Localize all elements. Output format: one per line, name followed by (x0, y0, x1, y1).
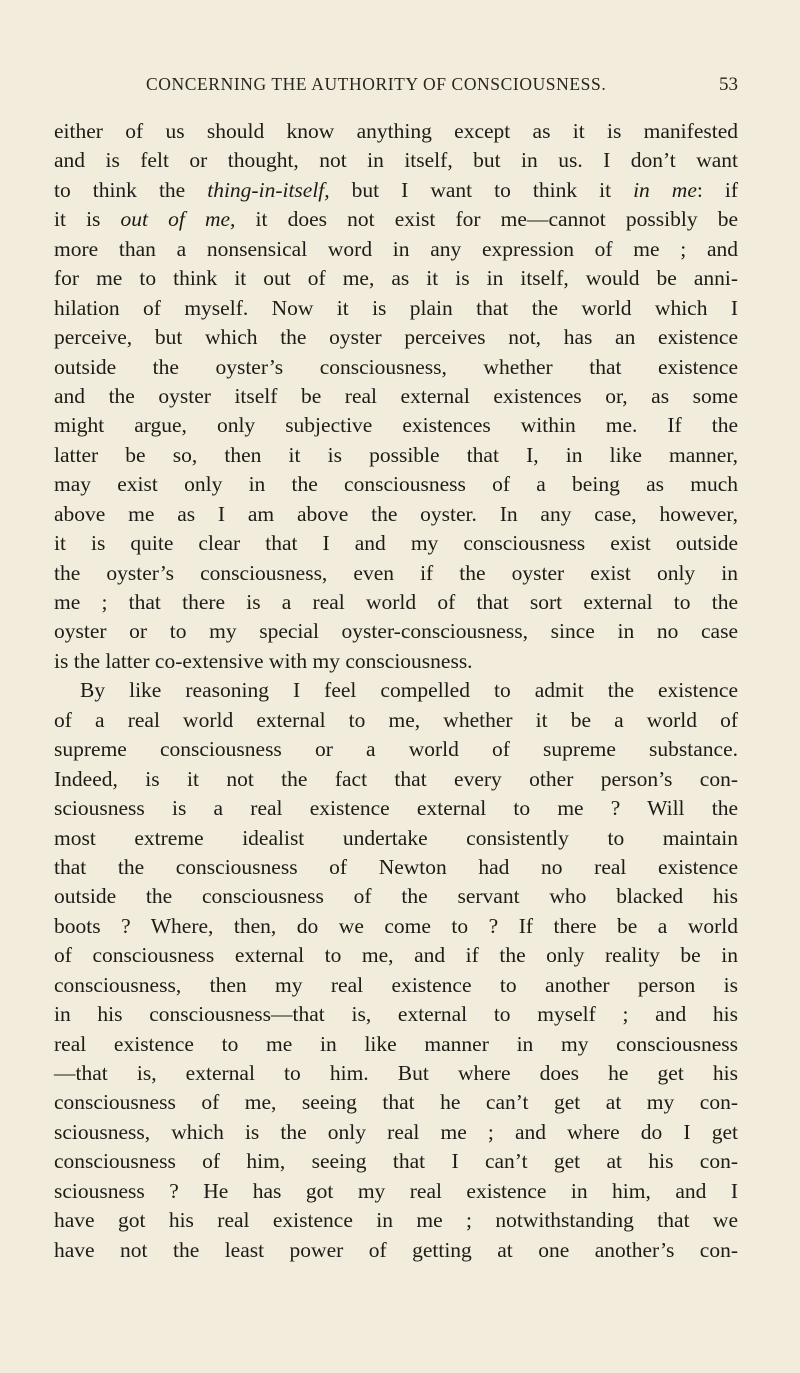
text-line (54, 676, 738, 705)
text-run: for me to think it out of me, as it is in itself, would be anni- (54, 266, 738, 291)
text-run: may exist only in the consciousness of a being as much (54, 472, 738, 497)
body-text (54, 117, 738, 1265)
text-line (54, 353, 738, 382)
text-run: sciousness is a real existence external to me ? Will the (54, 796, 738, 821)
text-run: outside the consciousness of the servant who blacked his (54, 884, 738, 909)
text-line (54, 1088, 738, 1117)
text-line (54, 411, 738, 440)
text-line (54, 824, 738, 853)
text-run: consciousness of him, seeing that I can’t get at his con- (54, 1149, 738, 1174)
text-line (54, 235, 738, 264)
text-run: consciousness of me, seeing that he can’t get at my con- (54, 1090, 738, 1115)
text-line (54, 264, 738, 293)
text-line (54, 1236, 738, 1265)
text-line (54, 1206, 738, 1235)
text-run: sciousness, which is the only real me ; and where do I get (54, 1119, 738, 1144)
text-line (54, 294, 738, 323)
text-line (54, 882, 738, 911)
text-run: of consciousness external to me, and if the only reality be in (54, 943, 738, 968)
text-line (54, 971, 738, 1000)
text-run: have got his real existence in me ; notwithstanding that we (54, 1208, 738, 1233)
text-line (54, 1030, 738, 1059)
italic-text: in me (633, 177, 697, 202)
text-run: but I want to think it (329, 177, 634, 202)
text-line (54, 1000, 738, 1029)
text-run: By like reasoning I feel compelled to admit the existence (80, 678, 738, 703)
text-line (54, 941, 738, 970)
text-run: in his consciousness—that is, external to myself ; and his (54, 1002, 738, 1027)
text-line (54, 794, 738, 823)
italic-text: out of me, (120, 207, 236, 232)
text-line (54, 382, 738, 411)
text-run: me ; that there is a real world of that sort external to the (54, 590, 738, 614)
text-line (54, 529, 738, 558)
text-run: either of us should know anything except as it is manifested (54, 119, 738, 143)
text-line (54, 146, 738, 175)
text-run: —that is, external to him. But where does he get his (54, 1061, 738, 1085)
running-title: CONCERNING THE AUTHORITY OF CONSCIOUSNESS. (146, 74, 607, 94)
text-line (54, 1177, 738, 1206)
text-line (54, 1059, 738, 1088)
text-run: consciousness, then my real existence to another person is (54, 972, 738, 997)
text-line (54, 500, 738, 529)
text-line (54, 617, 738, 646)
text-run: it is (54, 207, 121, 232)
text-run: latter be so, then it is possible that I, in like manner, (54, 442, 738, 467)
text-line (54, 176, 738, 205)
text-line (54, 470, 738, 499)
text-line (54, 323, 738, 352)
text-line (54, 1118, 738, 1147)
text-line (54, 441, 738, 470)
text-run: : if (696, 177, 738, 202)
text-run: most extreme idealist undertake consistently to maintain (54, 825, 738, 850)
text-run: is the latter co-extensive with my consciousness. (54, 648, 473, 673)
text-run: Indeed, is it not the fact that every other person’s con- (54, 766, 738, 791)
text-run: more than a nonsensical word in any expression of me ; and (54, 236, 738, 261)
text-line (54, 588, 738, 617)
text-run: that the consciousness of Newton had no real existence (54, 854, 738, 879)
text-line (54, 735, 738, 764)
text-run: might argue, only subjective existences within me. If the (54, 413, 738, 438)
text-run: and is felt or thought, not in itself, but in us. I don’t want (54, 148, 738, 173)
text-run: real existence to me in like manner in my consciousness (54, 1031, 738, 1056)
text-line (54, 205, 738, 234)
text-run: it does not exist for me—cannot possibly be (235, 207, 738, 232)
text-run: sciousness ? He has got my real existence in him, and I (54, 1178, 738, 1203)
text-line (54, 1147, 738, 1176)
italic-text: thing-in-itself, (207, 177, 330, 202)
text-run: to think the (54, 177, 208, 202)
text-run: boots ? Where, then, do we come to ? If there be a world (54, 913, 738, 938)
text-line (54, 853, 738, 882)
text-run: have not the least power of getting at one another’s con- (54, 1237, 738, 1262)
text-run: and the oyster itself be real external existences or, as some (54, 383, 738, 408)
text-line (54, 912, 738, 941)
text-run: the oyster’s consciousness, even if the oyster exist only in (54, 560, 738, 585)
text-line (54, 706, 738, 735)
text-line (54, 765, 738, 794)
text-run: above me as I am above the oyster. In any case, however, (54, 501, 738, 526)
text-run: oyster or to my special oyster-consciousness, since in no case (54, 619, 738, 644)
text-run: supreme consciousness or a world of supreme substance. (54, 737, 738, 762)
text-run: it is quite clear that I and my consciousness exist outside (54, 531, 738, 556)
running-head (146, 74, 738, 96)
page-number: 53 (719, 74, 738, 95)
text-line (54, 117, 738, 146)
text-line (54, 559, 738, 588)
text-run: of a real world external to me, whether it be a world of (54, 707, 738, 732)
text-run: perceive, but which the oyster perceives not, has an existence (54, 325, 738, 350)
text-line (54, 647, 738, 676)
text-run: outside the oyster’s consciousness, whether that existence (54, 354, 738, 379)
text-run: hilation of myself. Now it is plain that the world which I (54, 295, 738, 320)
